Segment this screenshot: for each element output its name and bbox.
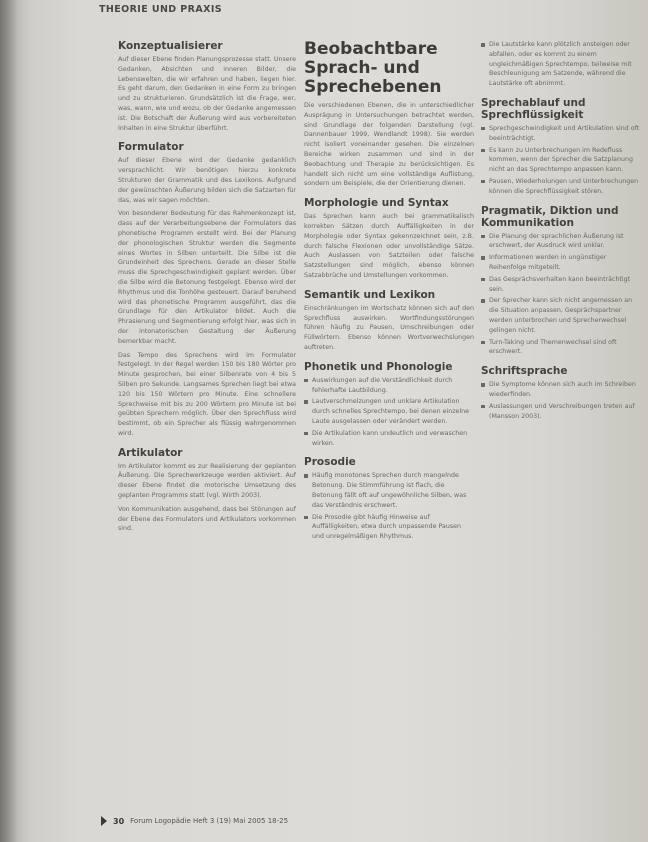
column-middle xyxy=(304,40,474,546)
heading-morphologie: Morphologie und Syntax xyxy=(304,197,449,210)
paragraph: Auf dieser Ebene finden Planungsprozesse statt. Unsere Gedanken, Absichten und inneren Bilder, die Lebenswelten, die wir erfahren und haben, liegen hier. Es geht darum, den Gedanken in eine Form zu bringen und zu strukturieren. Grundsätzlich ist die Frage, wer, was, wann, wie und wozu, ob der Gedanke angemessen ist. Die Botschaft der Äußerung wird aus vorbereiteten Inhalten in eine Struktur überführt. xyxy=(118,56,296,132)
bullet-list xyxy=(304,376,474,449)
heading-prosodie: Prosodie xyxy=(304,456,356,469)
list-item: Die Symptome können sich auch im Schreiben wiederfinden. xyxy=(481,380,641,400)
paragraph: Die verschiedenen Ebenen, die in unterschiedlicher Ausprägung in Untersuchungen betrachtet werden, sind Grundlage der folgenden Darstellung (vgl. Dannenbauer 1999, Wendlandt 1998). Sie werden nicht isoliert voneinander gesehen. Die einzelnen Bereiche wirken zusammen und sind in der Beobachtung und Therapie zu berücksichtigen. Es handelt sich nicht um eine vollständige Auflistung, sondern um Beispiele, die der Orientierung dienen. xyxy=(304,102,474,188)
list-item: Das Gesprächsverhalten kann beeinträchtigt sein. xyxy=(481,275,641,295)
list-item: Häufig monotones Sprechen durch mangelnde Betonung. Die Stimmführung ist flach, die Betonung fällt oft auf ungewöhnliche Silben, was das Verständnis erschwert. xyxy=(304,471,474,510)
list-item: Es kann zu Unterbrechungen im Redefluss kommen, wenn der Sprecher die Satzplanung nicht an das Sprechtempo anpassen kann. xyxy=(481,146,641,175)
list-item: Die Planung der sprachlichen Äußerung ist erschwert, der Ausdruck wird unklar. xyxy=(481,232,641,252)
paragraph: Von besonderer Bedeutung für das Rahmenkonzept ist, dass auf der Verarbeitungsebene der Formulators das phonetische Programm erstellt wird. Bei der Planung der phonologischen Struktur werden die Segmente eines Wortes in Silben unterteilt. Die Silbe ist die Grundeinheit des Sprechens. Gerade an dieser Stelle muss die Sprechgeschwindigkeit geplant werden. Über die Silbe wird die Betonung festgelegt. Ebenso wird der Rhythmus und die Tonhöhe gesteuert. Darauf beruhend wird das phonetische Programm ausgeführt, das die Grundlage für den Artikulator bildet. Auch die Phrasierung und Segmentierung erfolgt hier, was sich in der intonatorischen Gestaltung der Äußerung bemerkbar macht. xyxy=(118,210,296,345)
journal-citation: Forum Logopädie Heft 3 (19) Mai 2005 18-25 xyxy=(130,817,289,825)
heading-phonetik: Phonetik und Phonologie xyxy=(304,360,453,373)
bullet-list xyxy=(481,124,641,197)
list-item: Lautverschmelzungen und unklare Artikulation durch schnelles Sprechtempo, bei denen einzelne Laute ausgelassen oder verändert werden. xyxy=(304,397,474,426)
page-footer xyxy=(101,816,288,826)
list-item: Sprechgeschwindigkeit und Artikulation sind oft beeinträchtigt. xyxy=(481,124,641,144)
paragraph: Von Kommunikation ausgehend, dass bei Störungen auf der Ebene des Formulators und Artikulators vorkommen sind. xyxy=(118,505,296,533)
paragraph: Im Artikulator kommt es zur Realisierung der geplanten Äußerung. Die Sprechwerkzeuge werden aktiviert. Auf dieser Ebene findet die motorische Umsetzung des geplanten Programms statt (vgl. Wirth 2003). xyxy=(118,462,296,500)
heading-formulator: Formulator xyxy=(118,141,184,154)
paragraph: Das Tempo des Sprechens wird im Formulator festgelegt. In der Regel werden 150 bis 180 Wörter pro Minute gesprochen, bei einer Silbenrate von 4 bis 5 Silben pro Sekunde. Langsames Sprechen liegt bei etwa 120 bis 150 Wörtern pro Minute. Eine schnellere Sprechweise mit bis zu 200 Wörtern pro Minute ist bei geübten Sprechern möglich. Über den Sprechfluss wird bestimmt, ob ein Sprecher als flüssig wahrgenommen wird. xyxy=(118,351,296,437)
paragraph: Das Sprechen kann auch bei grammatikalisch korrekten Sätzen durch Auffälligkeiten in der Morphologie oder Syntax gekennzeichnet sein, z.B. durch falsche Flexionen oder unvollständige Sätze. Auch Auslassen von Satzteilen oder falsche Satzstellungen sind möglich, ebenso können Satzabbrüche und Umstellungen vorkommen. xyxy=(304,213,474,279)
bullet-list xyxy=(481,40,641,89)
list-item: Informationen werden in ungünstiger Reihenfolge mitgeteilt. xyxy=(481,253,641,273)
paragraph: Auf dieser Ebene wird der Gedanke gedanklich versprachlicht. Wir benötigen hierzu konkrete Strukturen der Grammatik und des Lexikons. Aufgrund der gewünschten Äußerung bilden sich die Satzarten für das, was wir sagen möchten. xyxy=(118,157,296,204)
heading-sprechablauf: Sprechablauf und Sprechflüssigkeit xyxy=(481,96,586,121)
heading-konzeptualisierer: Konzeptualisierer xyxy=(118,40,223,52)
paragraph: Einschränkungen im Wortschatz können sich auf den Sprechfluss auswirken. Wortfindungsstörungen führen häufig zu Pausen, Umschreibungen oder Füllwörtern. Ebenso können Wortverwechslungen auftreten. xyxy=(304,304,474,351)
bullet-list xyxy=(481,380,641,421)
heading-pragmatik: Pragmatik, Diktion und Kommunikation xyxy=(481,204,619,229)
list-item: Pausen, Wiederholungen und Unterbrechungen können die Sprechflüssigkeit stören. xyxy=(481,177,641,197)
column-left xyxy=(118,40,296,538)
binding-shadow xyxy=(0,0,18,842)
list-item: Auslassungen und Verschreibungen treten auf (Mansson 2003). xyxy=(481,402,641,422)
list-item: Die Lautstärke kann plötzlich ansteigen oder abfallen, oder es kommt zu einem ungleichmäßigen Sprechtempo, teilweise mit Beschleunigung am Satzende, während die Lautstärke oft abnimmt. xyxy=(481,40,641,89)
bullet-list xyxy=(481,232,641,358)
list-item: Die Prosodie gibt häufig Hinweise auf Auffälligkeiten, etwa durch unpassende Pausen und unregelmäßigen Rhythmus. xyxy=(304,513,474,542)
list-item: Turn-Taking und Themenwechsel sind oft erschwert. xyxy=(481,338,641,358)
triangle-marker-icon xyxy=(101,816,107,826)
bullet-list xyxy=(304,471,474,542)
list-item: Auswirkungen auf die Verständlichkeit durch fehlerhafte Lautbildung. xyxy=(304,376,474,396)
heading-semantik: Semantik und Lexikon xyxy=(304,288,436,301)
page-number: 30 xyxy=(113,816,125,826)
list-item: Die Artikulation kann undeutlich und verwaschen wirken. xyxy=(304,429,474,449)
column-right xyxy=(481,40,641,425)
list-item: Der Sprecher kann sich nicht angemessen an die Situation anpassen, Gesprächspartner werden unterbrochen und Sprecherwechsel gelingen nicht. xyxy=(481,296,641,335)
section-header: THEORIE UND PRAXIS xyxy=(99,4,223,15)
heading-artikulator: Artikulator xyxy=(118,446,183,459)
heading-schriftsprache: Schriftsprache xyxy=(481,365,568,378)
article-heading: Beobachtbare Sprach- und Sprechebenen xyxy=(304,39,442,97)
